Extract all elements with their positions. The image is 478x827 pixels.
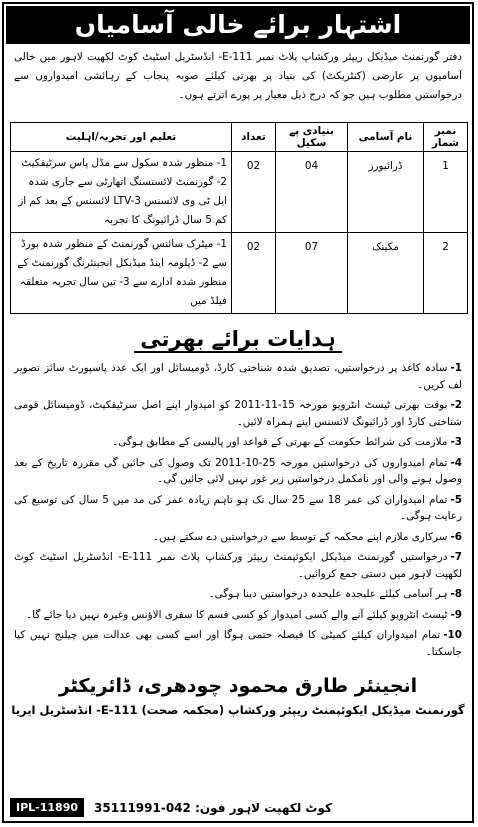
item-text: درخواستیں گورنمنٹ میڈیکل ایکوئپمنٹ ریپئر ورکشاپ پلاٹ نمبر E-111- انڈسٹریل اسٹیٹ کوٹ لکھپت لاہور میں دستی جمع کروائیں۔	[14, 551, 462, 580]
item-text: تمام امیدواران کی عمر 18 سے 25 سال تک ہو تاہم زیادہ عمر کی مد میں 5 سال کی توسیع کی رعایت ہوگی۔	[14, 493, 462, 522]
header-scale: بنیادی پے سکیل	[276, 123, 348, 152]
list-item	[14, 397, 462, 430]
item-text: ٹیسٹ انٹرویو کیلئے آنے والے کسی امیدوار کو کسی قسم کا سفری الاؤنس وغیرہ نہیں دیا جائے گا۔	[26, 608, 448, 621]
item-text: بوقت بھرتی ٹیسٹ انٹرویو مورخہ 15-11-2011 کو امیدوار اپنے اصل سرٹیفکیٹ، ڈومیسائل قومی شناختی کارڈ اور ڈرائیونگ لائسنس اپنے ہمراہ لائیں۔	[14, 399, 462, 428]
organization-address: گورنمنٹ میڈیکل ایکوئپمنٹ ریپئر ورکشاپ (محکمہ صحت) E-111- انڈسٹریل ایریا	[11, 703, 465, 717]
list-item	[14, 586, 462, 603]
list-item	[14, 434, 462, 451]
item-text: ہر آسامی کیلئے علیحدہ علیحدہ درخواستیں دینا ہوگی۔	[208, 588, 448, 600]
table-header-row	[11, 123, 468, 152]
cell-count: 02	[232, 233, 276, 314]
cell-count: 02	[232, 152, 276, 233]
item-number: 3-	[450, 436, 462, 448]
list-item	[14, 360, 462, 393]
header-post: نام آسامی	[348, 123, 424, 152]
item-number: 1-	[450, 362, 462, 374]
list-item	[14, 607, 462, 624]
list-item	[14, 549, 462, 582]
cell-sno: 2	[424, 233, 468, 314]
advertisement	[2, 2, 474, 823]
cell-scale: 04	[276, 152, 348, 233]
cell-post: مکینک	[348, 233, 424, 314]
list-item	[14, 627, 462, 660]
item-number: 5-	[450, 493, 462, 506]
list-item	[14, 455, 462, 488]
item-number: 7-	[450, 551, 463, 563]
list-item	[14, 529, 462, 546]
instructions-heading	[4, 324, 472, 354]
header-qualification: تعلیم اور تجربہ/اہلیت	[11, 123, 232, 152]
item-number: 10-	[443, 629, 462, 641]
item-text: تمام امیدواروں کی درخواستیں مورخہ 25-10-2011 تک وصول کی جائیں گی مقررہ تاریخ کے بعد وصول ہونے والی اور نامکمل درخواستیں زیر غور نہیں لائی جائیں گی۔	[14, 456, 462, 485]
item-number: 2-	[450, 399, 462, 411]
item-number: 4-	[450, 456, 462, 469]
header-sno: نمبر شمار	[424, 123, 468, 152]
item-number: 8-	[450, 588, 462, 600]
item-text: ملازمت کی شرائط حکومت کے بھرتی کے قواعد اور پالیسی کے مطابق ہوگی۔	[112, 436, 448, 448]
instructions-list	[4, 360, 472, 660]
instructions-heading-text: ہدایات برائے بھرتی	[134, 327, 341, 353]
ref-number-badge: IPL-11890	[10, 798, 84, 817]
intro-paragraph: دفتر گورنمنٹ میڈیکل ریپئر ورکشاپ پلاٹ نمبر E-111- انڈسٹریل اسٹیٹ کوٹ لکھپت لاہور میں خالی آسامیوں پر عارضی (کنٹریکٹ) کی بنیاد پر بھرتی کیلئے صوبہ پنجاب کے رہائشی امیدواروں سے درخواستیں مطلوب ہیں جو کہ درج ذیل معیار پر پورے اترتے ہوں۔	[14, 51, 462, 101]
cell-scale: 07	[276, 233, 348, 314]
vacancies-table	[10, 122, 468, 314]
item-text: سرکاری ملازم اپنے محکمہ کے توسط سے درخواستیں دے سکتے ہیں۔	[152, 530, 448, 543]
cell-sno: 1	[424, 152, 468, 233]
footer	[4, 791, 472, 817]
ad-title-banner: اشتہار برائے خالی آسامیاں	[6, 6, 470, 44]
cell-qualification: 1- میٹرک سائنس گورنمنٹ کے منظور شدہ بورڈ سے 2- ڈپلومہ اینڈ میڈیکل انجینئرنگ گورنمنٹ کے منظور شدہ ادارے سے 3- تین سال تجربہ متعلقہ فیلڈ میں	[11, 233, 232, 314]
table-row	[11, 233, 468, 314]
item-text: سادہ کاغذ پر درخواستیں، تصدیق شدہ شناختی کارڈ، ڈومیسائل اور ایک عدد پاسپورٹ سائز تصویر لف کریں۔	[14, 362, 462, 391]
cell-qualification: 1- منظور شدہ سکول سے مڈل پاس سرٹیفکیٹ 2- گورنمنٹ لائسنسنگ اتھارٹی سے جاری شدہ ایل ٹی وی لائسنس LTV-3 لائسنس کے بعد کم از کم 5 سال ڈرائیونگ کا تجربہ	[11, 152, 232, 233]
item-number: 6-	[450, 530, 462, 543]
cell-post: ڈرائیورز	[348, 152, 424, 233]
director-signature: انجینئر طارق محمود چودھری، ڈائریکٹر	[58, 675, 418, 697]
list-item	[14, 492, 462, 525]
table-row	[11, 152, 468, 233]
header-count: تعداد	[232, 123, 276, 152]
item-number: 9-	[450, 608, 462, 621]
item-text: تمام امیدواران کیلئے کمیٹی کا فیصلہ حتمی ہوگا اور اسے کسی بھی عدالت میں چیلنج نہیں کیا جاسکتا۔	[14, 629, 462, 658]
phone-number: کوٹ لکھپت لاہور فون: 042-35111991	[94, 801, 332, 815]
